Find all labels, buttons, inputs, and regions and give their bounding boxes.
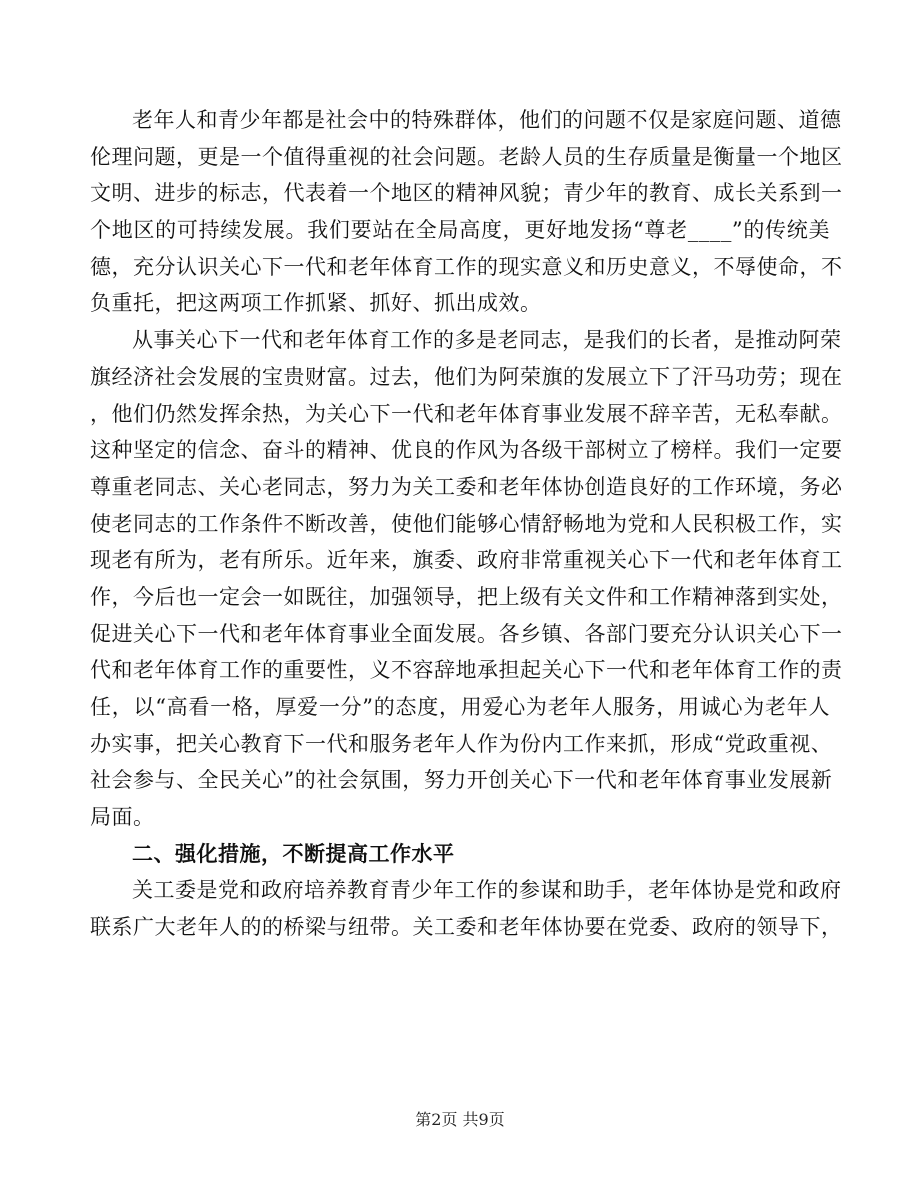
text-line: 现老有所为，老有所乐。近年来，旗委、政府非常重视关心下一代和老年体育工 xyxy=(90,548,843,573)
page-number-footer: 第2页 共9页 xyxy=(415,1110,505,1129)
text-line: 作，今后也一定会一如既往，加强领导，把上级有关文件和工作精神落到实处， xyxy=(90,584,843,609)
text-line: 使老同志的工作条件不断改善，使他们能够心情舒畅地为党和人民积极工作，实 xyxy=(90,511,843,536)
text-line: 老年人和青少年都是社会中的特殊群体，他们的问题不仅是家庭问题、道德 xyxy=(132,108,842,132)
section-heading: 二、强化措施，不断提高工作水平 xyxy=(132,841,455,866)
text-line: 从事关心下一代和老年体育工作的多是老同志，是我们的长者，是推动阿荣 xyxy=(132,328,842,353)
text-line: 德，充分认识关心下一代和老年体育工作的现实意义和历史意义，不辱使命，不 xyxy=(90,254,843,279)
text-line: 个地区的可持续发展。我们要站在全局高度，更好地发扬“尊老____”的传统美 xyxy=(90,218,830,243)
text-line: 旗经济社会发展的宝贵财富。过去，他们为阿荣旗的发展立下了汗马功劳；现在 xyxy=(90,364,843,389)
text-line: 伦理问题，更是一个值得重视的社会问题。老龄人员的生存质量是衡量一个地区 xyxy=(90,144,843,169)
text-line: 代和老年体育工作的重要性，义不容辞地承担起关心下一代和老年体育工作的责 xyxy=(90,658,843,683)
text-line: 促进关心下一代和老年体育事业全面发展。各乡镇、各部门要充分认识关心下一 xyxy=(90,621,843,646)
text-line: 局面。 xyxy=(90,805,155,830)
text-line: 文明、进步的标志，代表着一个地区的精神风貌；青少年的教育、成长关系到一 xyxy=(90,181,843,206)
text-line: 这种坚定的信念、奋斗的精神、优良的作风为各级干部树立了榜样。我们一定要 xyxy=(90,438,843,463)
text-line: 任，以“高看一格，厚爱一分”的态度，用爱心为老年人服务，用诚心为老年人 xyxy=(90,695,830,719)
document-body xyxy=(90,102,843,946)
text-line: 尊重老同志、关心老同志，努力为关工委和老年体协创造良好的工作环境，务必 xyxy=(90,474,843,499)
text-line: 联系广大老年人的的桥梁与纽带。关工委和老年体协要在党委、政府的领导下， xyxy=(90,915,843,940)
text-line: 负重托，把这两项工作抓紧、抓好、抓出成效。 xyxy=(90,291,542,316)
text-line: ，他们仍然发挥余热，为关心下一代和老年体育事业发展不辞辛苦，无私奉献。 xyxy=(90,401,843,426)
text-line: 关工委是党和政府培养教育青少年工作的参谋和助手，老年体协是党和政府 xyxy=(132,878,842,903)
text-line: 社会参与、全民关心”的社会氛围，努力开创关心下一代和老年体育事业发展新 xyxy=(90,768,833,793)
text-line: 办实事，把关心教育下一代和服务老年人作为份内工作来抓，形成“党政重视、 xyxy=(90,731,833,756)
